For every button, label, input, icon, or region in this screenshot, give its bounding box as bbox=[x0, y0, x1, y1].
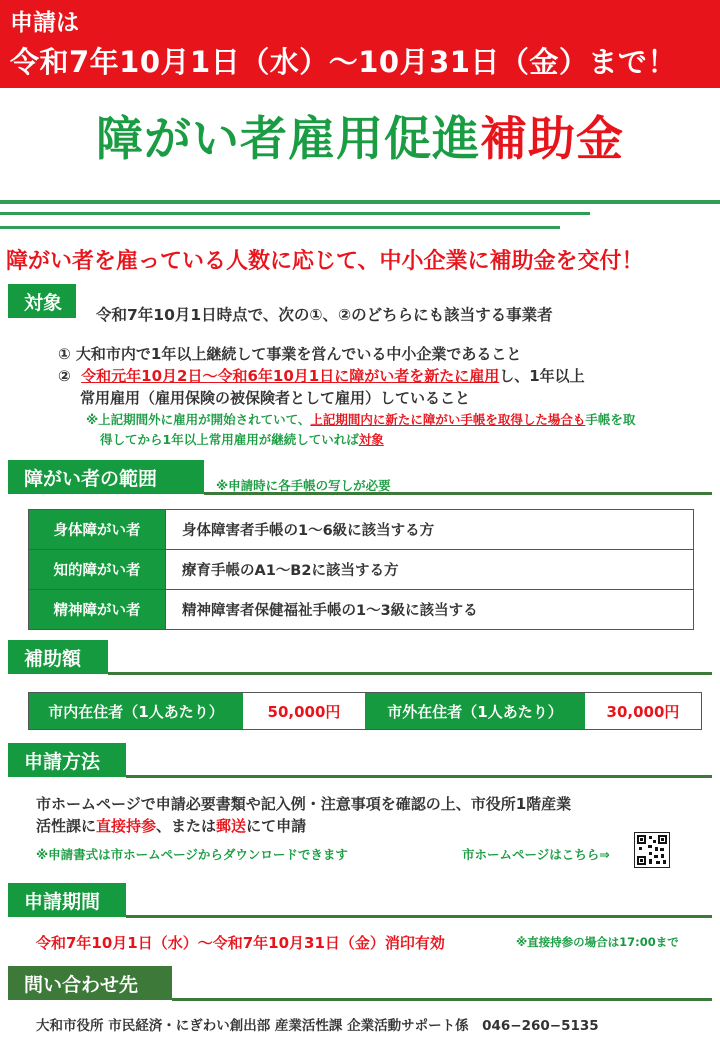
method-part: にて申請 bbox=[246, 817, 307, 835]
amount-out-label: 市外在住者（1人あたり） bbox=[365, 693, 585, 729]
divider bbox=[172, 998, 712, 1001]
table-row bbox=[29, 510, 694, 550]
range-label: 精神障がい者 bbox=[29, 590, 166, 630]
note-part-red: 対象 bbox=[358, 432, 384, 447]
divider bbox=[126, 775, 712, 778]
target-note-line2 bbox=[100, 430, 384, 448]
divider bbox=[0, 200, 720, 204]
method-part: 活性課に bbox=[36, 817, 97, 835]
target-item2-num: ② bbox=[58, 367, 71, 385]
section-period-heading: 申請期間 bbox=[8, 883, 126, 917]
range-value: 身体障害者手帳の1～6級に該当する方 bbox=[166, 510, 694, 550]
qr-code-icon[interactable] bbox=[634, 832, 670, 868]
method-part-red: 直接持参 bbox=[96, 817, 157, 835]
table-row bbox=[29, 590, 694, 630]
section-amount-heading: 補助額 bbox=[8, 640, 108, 674]
headline: 障がい者を雇っている人数に応じて、中小企業に補助金を交付！ bbox=[6, 249, 644, 274]
amount-table bbox=[28, 692, 702, 730]
target-item2-rest: し、1年以上 bbox=[499, 367, 585, 385]
method-part-red: 郵送 bbox=[216, 817, 247, 835]
range-table bbox=[28, 509, 694, 630]
page-title bbox=[0, 102, 720, 169]
homepage-link-label[interactable]: 市ホームページはこちら⇒ bbox=[462, 847, 610, 862]
divider bbox=[126, 915, 712, 918]
note-part: ※上記期間外に雇用が開始されていて、 bbox=[86, 412, 311, 427]
amount-in-value: 50,000円 bbox=[243, 693, 365, 729]
target-intro: 令和7年10月1日時点で、次の①、②のどちらにも該当する事業者 bbox=[96, 306, 553, 324]
range-note: ※申請時に各手帳の写しが必要 bbox=[216, 478, 391, 493]
range-label: 知的障がい者 bbox=[29, 550, 166, 590]
divider bbox=[0, 212, 590, 215]
section-target-heading: 対象 bbox=[8, 284, 76, 318]
title-green: 障がい者雇用促進 bbox=[96, 112, 480, 167]
section-method-heading: 申請方法 bbox=[8, 743, 126, 777]
target-item1: ① 大和市内で1年以上継続して事業を営んでいる中小企業であること bbox=[58, 345, 522, 363]
title-red: 補助金 bbox=[480, 112, 624, 167]
target-item2 bbox=[58, 365, 585, 386]
banner-line1: 申請は bbox=[10, 10, 79, 36]
deadline-banner bbox=[0, 0, 720, 88]
range-label: 身体障がい者 bbox=[29, 510, 166, 550]
period-text: 令和7年10月1日（水）～令和7年10月31日（金）消印有効 bbox=[36, 934, 445, 952]
table-row bbox=[29, 550, 694, 590]
method-line1: 市ホームページで申請必要書類や記入例・注意事項を確認の上、市役所1階産業 bbox=[36, 795, 572, 813]
target-item2-line2: 常用雇用（雇用保険の被保険者として雇用）していること bbox=[80, 389, 471, 407]
range-value: 療育手帳のA1～B2に該当する方 bbox=[166, 550, 694, 590]
divider bbox=[108, 672, 712, 675]
method-note: ※申請書式は市ホームページからダウンロードできます bbox=[36, 847, 348, 862]
note-part-red: 上記期間内に新たに障がい手帳を取得した場合も bbox=[310, 412, 586, 427]
method-part: 、または bbox=[156, 817, 217, 835]
section-contact-heading: 問い合わせ先 bbox=[8, 966, 172, 1000]
range-value: 精神障害者保健福祉手帳の1～3級に該当する bbox=[166, 590, 694, 630]
amount-in-label: 市内在住者（1人あたり） bbox=[29, 693, 243, 729]
period-note: ※直接持参の場合は17:00まで bbox=[516, 935, 679, 949]
method-line2 bbox=[36, 815, 306, 836]
target-item2-period: 令和元年10月2日～令和6年10月1日に障がい者を新たに雇用 bbox=[81, 367, 500, 385]
note-part: 得してから1年以上常用雇用が継続していれば bbox=[100, 432, 359, 447]
section-range-heading: 障がい者の範囲 bbox=[8, 460, 204, 494]
target-note bbox=[86, 410, 635, 428]
amount-out-value: 30,000円 bbox=[585, 693, 701, 729]
note-part: 手帳を取 bbox=[585, 412, 636, 427]
contact-text: 大和市役所 市民経済・にぎわい創出部 産業活性課 企業活動サポート係 046−260−5135 bbox=[36, 1018, 599, 1034]
divider bbox=[0, 226, 560, 229]
banner-line2: 令和7年10月1日（水）～10月31日（金）まで！ bbox=[10, 45, 677, 79]
